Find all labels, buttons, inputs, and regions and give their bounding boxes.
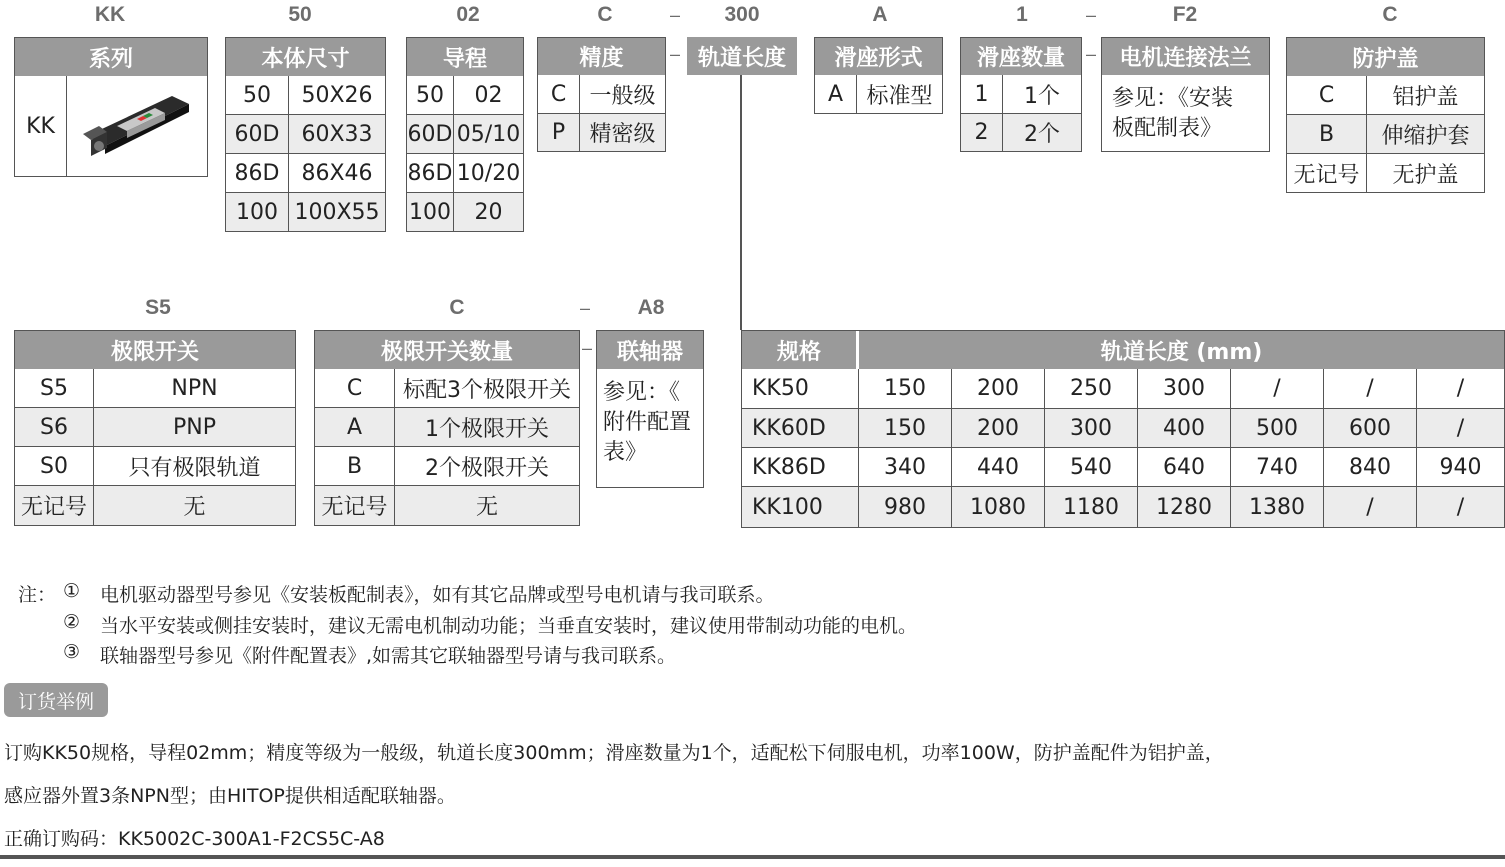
code-slider-qty: 1 xyxy=(1016,3,1028,26)
limit-qty-row-2-val: 1个极限开关 xyxy=(395,408,579,447)
note-2-text: 当水平安装或侧挂安装时，建议无需电机制动功能；当垂直安装时，建议使用带制动功能的电机。 xyxy=(100,615,918,637)
limit-qty-row-3-val: 2个极限开关 xyxy=(395,447,579,486)
code-slider-form: A xyxy=(872,3,888,26)
length-row-3-v6: 840 xyxy=(1324,448,1417,487)
length-row-1-spec: KK50 xyxy=(742,369,859,409)
flange-ref-line-2: 板配制表》 xyxy=(1112,115,1223,141)
precision-table xyxy=(537,37,666,152)
length-row-1-v6: / xyxy=(1324,369,1417,409)
length-row-4-v7: / xyxy=(1417,487,1504,527)
cover-row-1-val: 铝护盖 xyxy=(1367,76,1484,115)
code-limit-switch: S5 xyxy=(145,296,171,319)
dash-precision-length: – xyxy=(670,44,681,64)
code-lead: 02 xyxy=(456,3,480,26)
dash-qty-flange: – xyxy=(1086,44,1097,64)
limit-switch-row-3-code: S0 xyxy=(15,447,94,486)
limit-qty-row-1-val: 标配3个极限开关 xyxy=(395,369,579,408)
length-row-3-v2: 440 xyxy=(952,448,1045,487)
length-row-4-v4: 1280 xyxy=(1138,487,1231,527)
slider-qty-header: 滑座数量 xyxy=(961,38,1081,75)
flange-ref-line-1: 参见：《安装 xyxy=(1112,85,1234,111)
length-row-2-v5: 500 xyxy=(1231,409,1324,448)
limit-qty-header: 极限开关数量 xyxy=(315,331,579,369)
limit-switch-row-4-code: 无记号 xyxy=(15,486,94,525)
flange-table xyxy=(1101,37,1270,152)
slider-form-table xyxy=(814,37,943,114)
limit-qty-row-2-code: A xyxy=(315,408,395,447)
size-row-4-code: 100 xyxy=(226,193,289,231)
size-row-1-dim: 50X26 xyxy=(289,76,385,115)
code-flange: F2 xyxy=(1172,3,1198,26)
precision-row-1-code: C xyxy=(538,75,580,114)
size-table xyxy=(225,37,386,232)
limit-switch-row-1-val: NPN xyxy=(94,369,295,408)
length-connector-line xyxy=(740,75,742,330)
limit-switch-row-4-val: 无 xyxy=(94,486,295,525)
slider-qty-row-2-val: 2个 xyxy=(1003,114,1081,151)
coupling-ref-line-3: 表》 xyxy=(603,439,648,465)
note-1-mark: ① xyxy=(63,580,81,602)
slider-qty-row-1-code: 1 xyxy=(961,75,1003,114)
size-row-1-code: 50 xyxy=(226,76,289,115)
order-example-line-2: 感应器外置3条NPN型；由HITOP提供相适配联轴器。 xyxy=(4,785,456,807)
length-row-2-v2: 200 xyxy=(952,409,1045,448)
flange-header: 电机连接法兰 xyxy=(1102,38,1269,75)
note-3-text: 联轴器型号参见《附件配置表》,如需其它联轴器型号请与我司联系。 xyxy=(100,645,677,667)
lead-row-2-val: 05/10 xyxy=(454,115,523,154)
length-row-2-v4: 400 xyxy=(1138,409,1231,448)
code-length: 300 xyxy=(724,3,760,26)
cover-table xyxy=(1286,37,1485,193)
slider-qty-table xyxy=(960,37,1082,152)
length-row-3-spec: KK86D xyxy=(742,448,859,487)
linear-module-image xyxy=(77,86,197,166)
code-precision: C xyxy=(597,3,613,26)
code-size: 50 xyxy=(288,3,312,26)
cover-row-2-val: 伸缩护套 xyxy=(1367,115,1484,154)
length-row-2-v1: 150 xyxy=(859,409,952,448)
code-dash-3: – xyxy=(580,298,591,318)
cover-header: 防护盖 xyxy=(1287,38,1484,76)
length-row-3-v7: 940 xyxy=(1417,448,1504,487)
lead-row-4-code: 100 xyxy=(407,193,454,231)
lead-row-3-val: 10/20 xyxy=(454,154,523,193)
length-row-4-v1: 980 xyxy=(859,487,952,527)
length-row-3-v3: 540 xyxy=(1045,448,1138,487)
size-row-4-dim: 100X55 xyxy=(289,193,385,231)
note-2-mark: ② xyxy=(63,611,81,633)
size-row-3-code: 86D xyxy=(226,154,289,193)
lead-row-1-val: 02 xyxy=(454,76,523,115)
limit-switch-header: 极限开关 xyxy=(15,331,295,369)
precision-header: 精度 xyxy=(538,38,665,75)
bottom-divider xyxy=(0,855,1505,859)
code-dash-2: – xyxy=(1086,5,1097,25)
slider-form-row-1-val: 标准型 xyxy=(866,83,933,109)
limit-switch-row-2-code: S6 xyxy=(15,408,94,447)
length-row-1-v5: / xyxy=(1231,369,1324,409)
coupling-header: 联轴器 xyxy=(597,331,703,369)
limit-qty-row-4-val: 无 xyxy=(395,486,579,525)
length-row-1-v3: 250 xyxy=(1045,369,1138,409)
size-row-3-dim: 86X46 xyxy=(289,154,385,193)
limit-qty-table xyxy=(314,330,580,526)
note-1-text: 电机驱动器型号参见《安装板配制表》，如有其它品牌或型号电机请与我司联系。 xyxy=(100,584,775,606)
length-row-4-v6: / xyxy=(1324,487,1417,527)
length-table-spec-header: 规格 xyxy=(742,331,858,369)
series-label-cell: KK xyxy=(15,76,67,176)
coupling-ref-line-2: 附件配置 xyxy=(603,409,692,435)
code-dash-1: – xyxy=(670,5,681,25)
notes-prefix: 注： xyxy=(18,584,57,606)
length-row-2-v3: 300 xyxy=(1045,409,1138,448)
limit-switch-row-3-val: 只有极限轨道 xyxy=(94,447,295,486)
length-row-4-v3: 1180 xyxy=(1045,487,1138,527)
length-row-2-v6: 600 xyxy=(1324,409,1417,448)
code-limit-qty: C xyxy=(449,296,465,319)
cover-row-3-val: 无护盖 xyxy=(1392,162,1459,188)
code-coupling: A8 xyxy=(637,296,665,319)
size-row-2-code: 60D xyxy=(226,115,289,154)
note-3-mark: ③ xyxy=(63,641,81,663)
code-cover: C xyxy=(1382,3,1398,26)
series-table xyxy=(14,37,208,177)
lead-row-4-val: 20 xyxy=(454,193,523,231)
order-example-line-1: 订购KK50规格，导程02mm；精度等级为一般级，轨道长度300mm；滑座数量为1个，适配松下伺服电机，功率100W，防护盖配件为铝护盖， xyxy=(4,742,1224,764)
series-header: 系列 xyxy=(15,38,207,76)
length-row-3-v5: 740 xyxy=(1231,448,1324,487)
limit-qty-row-1-code: C xyxy=(315,369,395,408)
slider-form-row-1-code: A xyxy=(815,75,857,113)
size-header: 本体尺寸 xyxy=(226,38,385,76)
slider-qty-row-2-code: 2 xyxy=(961,114,1003,151)
length-row-2-v7: / xyxy=(1417,409,1504,448)
length-row-3-v1: 340 xyxy=(859,448,952,487)
length-row-3-v4: 640 xyxy=(1138,448,1231,487)
limit-switch-row-1-code: S5 xyxy=(15,369,94,408)
precision-row-1-val: 一般级 xyxy=(580,75,665,114)
slider-qty-row-1-val: 1个 xyxy=(1003,75,1081,114)
precision-row-2-code: P xyxy=(538,114,580,151)
lead-row-2-code: 60D xyxy=(407,115,454,154)
length-row-1-v2: 200 xyxy=(952,369,1045,409)
lead-header: 导程 xyxy=(407,38,523,76)
length-header: 轨道长度 xyxy=(687,37,797,75)
cover-row-2-code: B xyxy=(1287,115,1367,154)
limit-qty-row-3-code: B xyxy=(315,447,395,486)
length-row-4-v2: 1080 xyxy=(952,487,1045,527)
length-row-1-v1: 150 xyxy=(859,369,952,409)
dash-limit-coupling: – xyxy=(582,338,593,358)
coupling-ref-line-1: 参见：《 xyxy=(603,379,681,405)
limit-switch-row-2-val: PNP xyxy=(94,408,295,447)
lead-table xyxy=(406,37,524,232)
precision-row-2-val: 精密级 xyxy=(580,114,665,151)
length-row-4-spec: KK100 xyxy=(742,487,859,527)
length-row-1-v4: 300 xyxy=(1138,369,1231,409)
slider-form-header: 滑座形式 xyxy=(815,38,942,75)
cover-row-1-code: C xyxy=(1287,76,1367,115)
length-table xyxy=(741,330,1505,528)
lead-row-3-code: 86D xyxy=(407,154,454,193)
lead-row-1-code: 50 xyxy=(407,76,454,115)
order-example-line-3: 正确订购码：KK5002C-300A1-F2CS5C-A8 xyxy=(4,828,385,850)
code-series: KK xyxy=(94,3,126,26)
length-row-2-spec: KK60D xyxy=(742,409,859,448)
cover-row-3-code: 无记号 xyxy=(1287,154,1367,192)
length-row-1-v7: / xyxy=(1417,369,1504,409)
series-image-cell xyxy=(67,76,207,176)
length-table-length-header: 轨道长度 (mm) xyxy=(859,331,1504,369)
coupling-table xyxy=(596,330,704,488)
size-row-2-dim: 60X33 xyxy=(289,115,385,154)
order-example-badge: 订货举例 xyxy=(4,683,108,717)
limit-qty-row-4-code: 无记号 xyxy=(315,486,395,525)
length-row-4-v5: 1380 xyxy=(1231,487,1324,527)
limit-switch-table xyxy=(14,330,296,526)
